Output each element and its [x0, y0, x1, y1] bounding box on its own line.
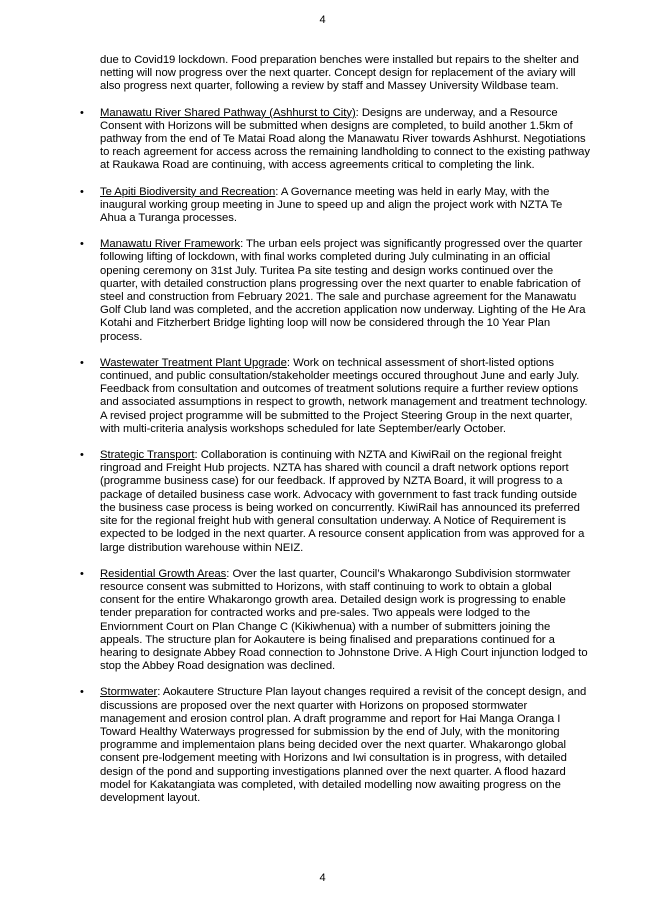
- list-item: [80, 686, 590, 805]
- bullet-icon: •: [80, 686, 84, 699]
- item-title: Wastewater Treatment Plant Upgrade: [100, 356, 287, 369]
- item-separator: :: [240, 238, 247, 251]
- page-number-bottom: 4: [319, 872, 326, 884]
- bullet-icon: •: [80, 238, 84, 251]
- item-title: Stormwater: [100, 686, 158, 699]
- list-item: [80, 106, 590, 173]
- item-title: Residential Growth Areas: [100, 567, 227, 580]
- bullet-icon: •: [80, 356, 84, 369]
- list-item: [80, 185, 590, 226]
- item-text: Collaboration is continuing with NZTA and KiwiRail on the regional freight ringroad and Freight Hub projects. NZTA has shared with council a draft network options report (programme business case) for our feedback. If approved by NZTA Board, it will progress to a package of detailed business case work. Advocacy with government to fast track funding outside the business case process is being worked on concurrently. KiwiRail has announced its preferred site for the regional freight hub with general consultation underway. A Notice of Requirement is expected to be lodged in the next quarter. A resource consent application from was approved for a large distribution warehouse within NEIZ.: [100, 449, 585, 554]
- item-text: Over the last quarter, Council’s Whakarongo Subdivision stormwater resource consent was submitted to Horizons, with staff continuing to work to obtain a global consent for the entire Whakarongo growth area. Detailed design work is progressing to enable tender preparation for contracted works and pre-sales. Two appeals were lodged to the Enviornment Court on Plan Change C (Kikiwhenua) with a number of submitters joining the appeals. The structure plan for Aokautere is being finalised and preparations continued for a hearing to designate Abbey Road connection to Johnstone Drive. A High Court injunction lodged to stop the Abbey Road designation was declined.: [100, 567, 588, 673]
- item-title: Te Apiti Biodiversity and Recreation: [100, 185, 276, 198]
- bullet-icon: •: [80, 449, 84, 462]
- item-text: A Governance meeting was held in early May, with the inaugural working group meeting in June to speed up and align the project work with NZTA Te Ahua a Turanga processes.: [100, 185, 563, 225]
- page-number-top: 4: [319, 14, 326, 26]
- item-separator: :: [355, 106, 362, 119]
- item-separator: :: [286, 356, 294, 369]
- document-body: [80, 54, 590, 805]
- bullet-icon: •: [80, 185, 84, 198]
- item-separator: :: [275, 185, 281, 198]
- item-text: Designs are underway, and a Resource Consent with Horizons will be submitted when designs are completed, to build another 1.5km of pathway from the end of Te Matai Road along the Manawatu River towards Ashhurst. Negotiations to reach agreement for access across the remaining landholding to connect to the existing pathway at Raukawa Road are continuing, with access agreements critical to completing the link.: [100, 106, 590, 172]
- item-text: Work on technical assessment of short-listed options continued, and public consultation/stakeholder meetings occured throughout June and early July. Feedback from consultation and outcomes of treatment solutions require a further review options and associated assumptions in respect to growth, network management and treatment technology. A revised project programme will be submitted to the Project Steering Group in the next quarter, with multi-criteria analysis workshops scheduled for late September/early October.: [100, 356, 588, 435]
- list-item: [80, 567, 590, 674]
- item-text: The urban eels project was significantly progressed over the quarter following lifting of lockdown, with final works completed during July culminating in an official opening ceremony on 31st July. Turitea Pa site testing and design works continued over the quarter, with detailed construction plans progressing over the next quarter to enable fabrication of steel and construction from February 2021. The sale and purchase agreement for the Manawatu Golf Club land was completed, and the accretion application now underway. Lighting of the He Ara Kotahi and Fitzherbert Bridge lighting loop will now be considered through the 10 Year Plan process.: [100, 238, 586, 343]
- bullet-icon: •: [80, 567, 84, 580]
- intro-paragraph: due to Covid19 lockdown. Food preparation benches were installed but repairs to the shelter and netting will now progress over the next quarter. Concept design for replacement of the aviary will also progress next quarter, following a review by staff and Massey University Wildbase team.: [100, 54, 579, 93]
- item-separator: :: [194, 449, 201, 462]
- list-item: [80, 238, 590, 344]
- item-text: Aokautere Structure Plan layout changes required a revisit of the concept design, and discussions are proposed over the next quarter with Horizons on proposed stormwater management and erosion control plan. A draft programme and report for Hai Manga Oranga I Toward Healthy Waterways progressed for submission by the end of July, with the monitoring programme and implementaion plans being decided over the next quarter. Whakarongo global consent pre-lodgement meeting with Horizons and Iwi consultation is in progress, with detailed design of the pond and supporting investigations planned over the next quarter. A flood hazard model for Kakatangiata was completed, with detailed modelling now awaiting progress on the development layout.: [100, 686, 587, 804]
- item-title: Manawatu River Shared Pathway (Ashhurst to City): [100, 106, 356, 119]
- item-title: Manawatu River Framework: [100, 238, 241, 251]
- item-separator: :: [157, 686, 163, 699]
- list-item: [80, 449, 590, 555]
- list-item: [80, 356, 590, 436]
- item-separator: :: [226, 567, 233, 580]
- bullet-icon: •: [80, 106, 84, 119]
- item-title: Strategic Transport: [100, 449, 195, 462]
